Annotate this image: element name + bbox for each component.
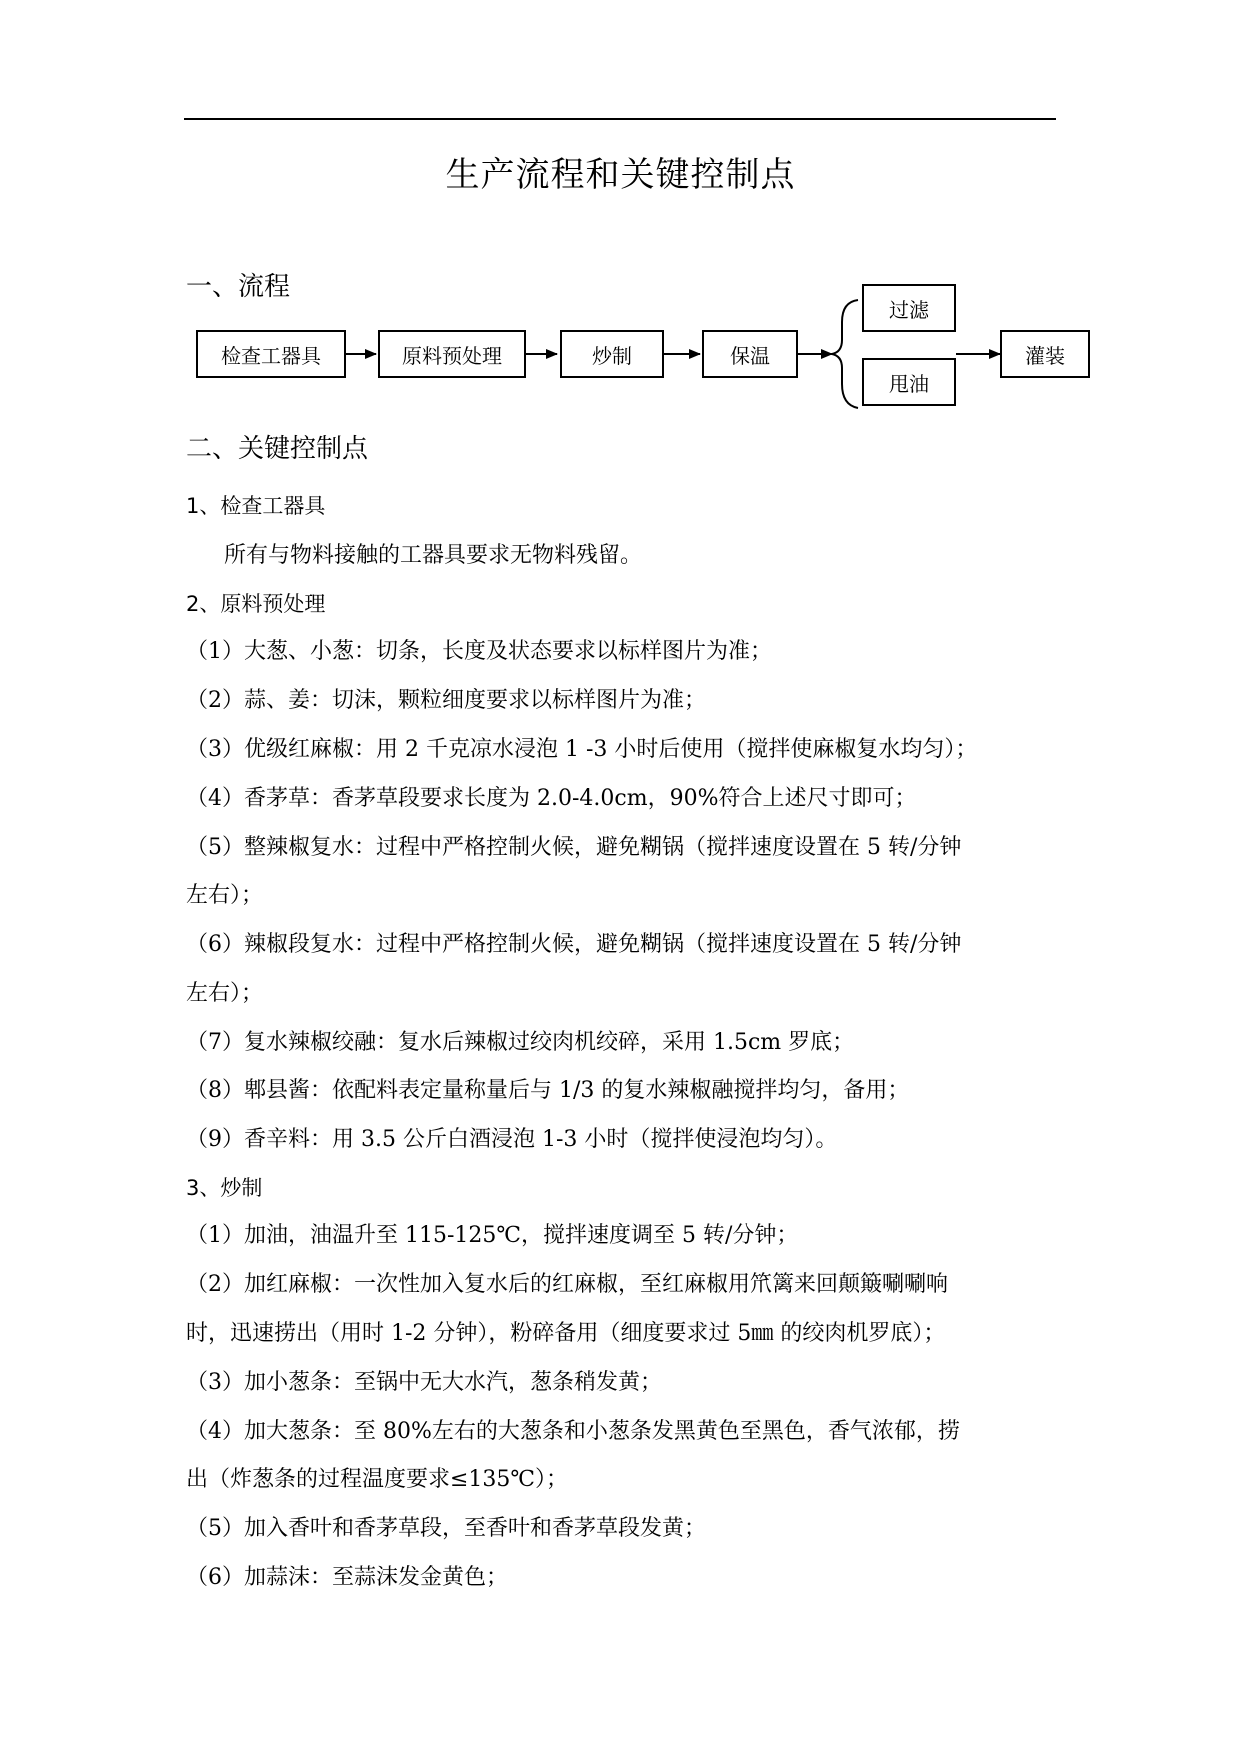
flow-step-spin-oil: 甩油 bbox=[862, 358, 956, 406]
paragraph-line: 所有与物料接触的工器具要求无物料残留。 bbox=[224, 543, 643, 568]
flow-brace bbox=[832, 300, 858, 408]
list-item: 出（炸葱条的过程温度要求≤135℃）； bbox=[186, 1467, 569, 1492]
section-heading-key-points: 二、关键控制点 bbox=[186, 434, 369, 464]
list-item: 时，迅速捞出（用时 1-2 分钟），粉碎备用（细度要求过 5㎜ 的绞肉机罗底）； bbox=[186, 1321, 946, 1346]
list-item: 左右）； bbox=[186, 981, 264, 1006]
list-item: （2）加红麻椒：一次性加入复水后的红麻椒，至红麻椒用笊篱来回颠簸唰唰响 bbox=[186, 1272, 948, 1297]
list-item: （3）优级红麻椒：用 2 千克凉水浸泡 1 -3 小时后使用（搅拌使麻椒复水均匀）； bbox=[186, 737, 978, 762]
list-item: 左右）； bbox=[186, 883, 264, 908]
flow-step-inspect-tools: 检查工器具 bbox=[196, 330, 346, 378]
list-item: （3）加小葱条：至锅中无大水汽，葱条稍发黄； bbox=[186, 1370, 662, 1395]
list-item: （8）郫县酱：依配料表定量称量后与 1/3 的复水辣椒融搅拌均匀，备用； bbox=[186, 1078, 910, 1103]
flow-step-pretreatment: 原料预处理 bbox=[378, 330, 526, 378]
list-item: （1）大葱、小葱：切条，长度及状态要求以标样图片为准； bbox=[186, 639, 772, 664]
list-item: （4）香茅草：香茅草段要求长度为 2.0-4.0cm，90%符合上述尺寸即可； bbox=[186, 786, 917, 811]
list-item: （7）复水辣椒绞融：复水后辣椒过绞肉机绞碎，采用 1.5cm 罗底； bbox=[186, 1030, 855, 1055]
subsection-heading-3: 3、炒制 bbox=[186, 1176, 263, 1200]
section-heading-flow: 一、流程 bbox=[186, 272, 291, 302]
list-item: （5）整辣椒复水：过程中严格控制火候，避免糊锅（搅拌速度设置在 5 转/分钟 bbox=[186, 835, 962, 860]
list-item: （2）蒜、姜：切沫，颗粒细度要求以标样图片为准； bbox=[186, 688, 706, 713]
list-item: （6）加蒜沫：至蒜沫发金黄色； bbox=[186, 1565, 508, 1590]
list-item: （9）香辛料：用 3.5 公斤白酒浸泡 1-3 小时（搅拌使浸泡均匀）。 bbox=[186, 1127, 838, 1152]
flow-step-filter: 过滤 bbox=[862, 284, 956, 332]
subsection-heading-1: 1、检查工器具 bbox=[186, 494, 326, 518]
list-item: （6）辣椒段复水：过程中严格控制火候，避免糊锅（搅拌速度设置在 5 转/分钟 bbox=[186, 932, 962, 957]
flow-step-fill: 灌装 bbox=[1000, 330, 1090, 378]
subsection-heading-2: 2、原料预处理 bbox=[186, 592, 326, 616]
list-item: （4）加大葱条：至 80%左右的大葱条和小葱条发黑黄色至黑色，香气浓郁，捞 bbox=[186, 1419, 960, 1444]
flow-step-keep-warm: 保温 bbox=[702, 330, 798, 378]
document-title: 生产流程和关键控制点 bbox=[445, 155, 796, 195]
list-item: （5）加入香叶和香茅草段，至香叶和香茅草段发黄； bbox=[186, 1516, 706, 1541]
flow-step-stir-fry: 炒制 bbox=[560, 330, 664, 378]
list-item: （1）加油，油温升至 115-125℃，搅拌速度调至 5 转/分钟； bbox=[186, 1223, 799, 1248]
